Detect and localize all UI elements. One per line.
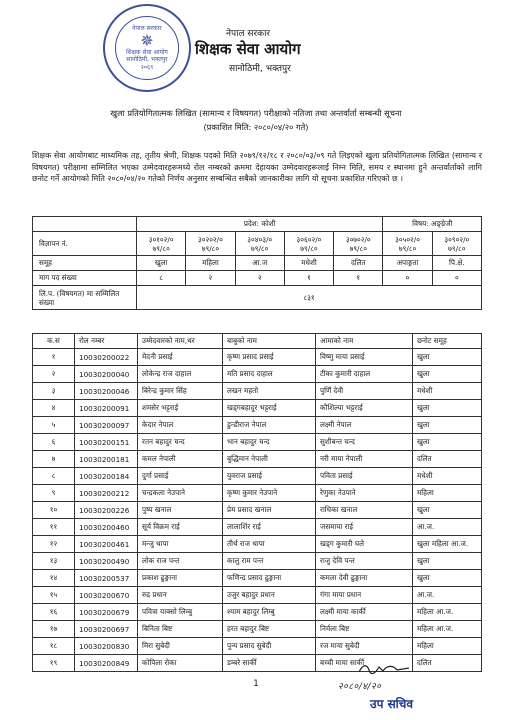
- cell-sn: १३: [33, 553, 75, 570]
- ad-number-cell: ३०६०२/० ७९/८०: [284, 232, 333, 256]
- cell-name: बिरेन्द्र कुमार सिंह: [138, 383, 223, 400]
- cell-father: फणिन्द्र प्रसाद ढुङ्गाना: [223, 570, 316, 587]
- cell-name: चन्द्रकला नेउपाने: [138, 485, 223, 502]
- cell-father: डम्बरे सार्की: [223, 655, 316, 672]
- cell-name: शमसेर भट्टराई: [138, 400, 223, 417]
- cell-group: महिला आ.ज.: [413, 604, 482, 621]
- cell-roll: 10030200151: [75, 434, 138, 451]
- col-header-group: छनोट समूह: [413, 334, 482, 349]
- ad-number-row: [33, 232, 482, 256]
- cell-name: रुद्र प्रधान: [138, 587, 223, 604]
- cell-sn: १४: [33, 570, 75, 587]
- cell-roll: 10030200697: [75, 621, 138, 638]
- attendees-row: [33, 286, 482, 310]
- cell-mother: राधिका खनाल: [316, 502, 413, 519]
- cell-mother: निर्मला बिष्ट: [316, 621, 413, 638]
- page-number: 1: [253, 679, 259, 689]
- seal-line-gov: नेपाल सरकार: [132, 25, 162, 32]
- header-place: सानोठिमी, भक्तपुर: [229, 64, 291, 74]
- attendees-label: लि.प. (विषयगत) मा सम्मिलित संख्या: [33, 286, 137, 310]
- cell-roll: 10030200830: [75, 638, 138, 655]
- ad-number-cell: ३०७०२/० ७९/८०: [334, 232, 383, 256]
- header-organization: शिक्षक सेवा आयोग: [195, 40, 301, 58]
- header-government: नेपाल सरकार: [226, 29, 271, 39]
- cell-mother: नरी माया नेपाली: [316, 451, 413, 468]
- ad-number-cell: ३०९०२/० ७९/८०: [432, 232, 481, 256]
- cell-group: खुला: [413, 502, 482, 519]
- cell-roll: 10030200849: [75, 655, 138, 672]
- cell-group: दलित: [413, 655, 482, 672]
- cell-group: खुला महिला आ.ज.: [413, 536, 482, 553]
- signature-date: २०८०/४/२०: [338, 682, 382, 692]
- cell-mother: राजु देवि पन्त: [316, 553, 413, 570]
- table-row: [33, 451, 482, 468]
- group-cell: दलित: [334, 256, 383, 271]
- cell-father: बुद्धिमान नेपाली: [223, 451, 316, 468]
- col-header-sn: क.स: [33, 334, 75, 349]
- signatory-title: उप सचिव: [370, 697, 414, 711]
- table-row: [33, 400, 482, 417]
- cell-name: कोपिला रोका: [138, 655, 223, 672]
- cell-name: लोक राज पन्त: [138, 553, 223, 570]
- cell-father: पुन्य प्रसाद सुबेदी: [223, 638, 316, 655]
- table-row: [33, 604, 482, 621]
- cell-mother: रेणुका नेउपाने: [316, 485, 413, 502]
- cell-father: युवराज प्रसाई: [223, 468, 316, 485]
- quota-header-row: [33, 217, 482, 232]
- cell-sn: ६: [33, 434, 75, 451]
- cell-mother: लक्ष्मी नेपाल: [316, 417, 413, 434]
- cell-name: मेदनी प्रसाई: [138, 349, 223, 366]
- cell-sn: १८: [33, 638, 75, 655]
- cell-group: खुला: [413, 570, 482, 587]
- table-row: [33, 553, 482, 570]
- cell-group: दलित: [413, 451, 482, 468]
- candidate-header-row: [33, 334, 482, 349]
- cell-mother: जसमाया राई: [316, 519, 413, 536]
- cell-roll: 10030200226: [75, 502, 138, 519]
- ad-number-cell: ३०१०२/० ७९/८०: [137, 232, 186, 256]
- cell-roll: 10030200679: [75, 604, 138, 621]
- cell-roll: 10030200022: [75, 349, 138, 366]
- table-row: [33, 485, 482, 502]
- col-header-name: उम्मेदवारको नाम,थर: [138, 334, 223, 349]
- table-row: [33, 587, 482, 604]
- cell-father: उजुर बहादुर प्रधान: [223, 587, 316, 604]
- cell-roll: 10030200091: [75, 400, 138, 417]
- cell-group: खुला: [413, 366, 482, 383]
- cell-mother: पुर्णि देवी: [316, 383, 413, 400]
- cell-mother: रज माया सुबेदी: [316, 638, 413, 655]
- seal-line-org: शिक्षक सेवा आयोग: [126, 48, 168, 56]
- cell-sn: ८: [33, 468, 75, 485]
- cell-sn: १०: [33, 502, 75, 519]
- seats-cell: २: [186, 271, 235, 286]
- seats-cell: १: [284, 271, 333, 286]
- cell-father: तीर्थ राज थापा: [223, 536, 316, 553]
- cell-roll: 10030200184: [75, 468, 138, 485]
- seats-cell: ०: [432, 271, 481, 286]
- group-cell: महिला: [186, 256, 235, 271]
- cell-sn: ९: [33, 485, 75, 502]
- seats-cell: २: [235, 271, 284, 286]
- attendees-value: ८३१: [137, 286, 482, 310]
- seats-row: [33, 271, 482, 286]
- seats-cell: १: [334, 271, 383, 286]
- cell-roll: 10030200460: [75, 519, 138, 536]
- cell-sn: १७: [33, 621, 75, 638]
- cell-name: रतन बहादुर चन्द: [138, 434, 223, 451]
- cell-roll: 10030200046: [75, 383, 138, 400]
- cell-father: कृष्ण प्रसाद प्रसाई: [223, 349, 316, 366]
- cell-father: कृष्ण कुमार नेउपाने: [223, 485, 316, 502]
- group-cell: आ.ज: [235, 256, 284, 271]
- cell-mother: सुशीबन्त चन्द: [316, 434, 413, 451]
- cell-group: खुला: [413, 553, 482, 570]
- cell-group: आ.ज.: [413, 587, 482, 604]
- cell-group: खुला: [413, 400, 482, 417]
- table-row: [33, 638, 482, 655]
- cell-group: खुला: [413, 349, 482, 366]
- cell-father: डुन्डीराज नेपाल: [223, 417, 316, 434]
- cell-father: श्याम बहादुर लिम्बु: [223, 604, 316, 621]
- group-row: [33, 256, 482, 271]
- cell-name: दुर्गा प्रसाई: [138, 468, 223, 485]
- cell-father: लखन महतो: [223, 383, 316, 400]
- cell-name: बिनिता बिष्ट: [138, 621, 223, 638]
- col-header-roll: रोल नम्बर: [75, 334, 138, 349]
- quota-table: [32, 216, 482, 310]
- cell-mother: कमला देवी ढुङ्गाना: [316, 570, 413, 587]
- cell-roll: 10030200461: [75, 536, 138, 553]
- cell-roll: 10030200097: [75, 417, 138, 434]
- seal-line-place: सानोठिमी, भक्तपुर: [126, 56, 168, 63]
- cell-sn: ३: [33, 383, 75, 400]
- cell-sn: १५: [33, 587, 75, 604]
- cell-group: महिला: [413, 485, 482, 502]
- province-label: प्रदेश: कोशी: [137, 217, 383, 232]
- quota-corner-cell: [33, 217, 137, 232]
- ad-number-label: विज्ञापन नं.: [33, 232, 137, 256]
- table-row: [33, 417, 482, 434]
- cell-roll: 10030200212: [75, 485, 138, 502]
- emblem-icon: ✵: [140, 30, 154, 50]
- cell-father: मति प्रसाद दाहाल: [223, 366, 316, 383]
- cell-mother: पविता प्रसाई: [316, 468, 413, 485]
- cell-roll: 10030200537: [75, 570, 138, 587]
- col-header-mother: आमाको नाम: [316, 334, 413, 349]
- cell-mother: बच्ची माया सार्की: [316, 655, 413, 672]
- cell-name: सूर्य विक्रम राई: [138, 519, 223, 536]
- group-cell: पि.क्षे.: [432, 256, 481, 271]
- candidate-table: [32, 333, 482, 672]
- group-cell: अपाङ्गता: [383, 256, 432, 271]
- cell-name: पवित्रा याक्सो लिम्बु: [138, 604, 223, 621]
- cell-sn: ७: [33, 451, 75, 468]
- cell-name: मिरा सुबेदी: [138, 638, 223, 655]
- cell-father: भान बहादुर चन्द: [223, 434, 316, 451]
- notice-date: (प्रकाशित मिति: २०८०/०४/२० गते): [203, 122, 309, 132]
- seats-cell: ८: [137, 271, 186, 286]
- table-row: [33, 621, 482, 638]
- cell-sn: १२: [33, 536, 75, 553]
- cell-group: महिला: [413, 638, 482, 655]
- notice-body: शिक्षक सेवा आयोगबाट माध्यमिक तह, तृतीय श्रेणी, शिक्षक पदको मिति २०७९/१२/१८ र २०८०/०३/०९ गते लिइएको खुला प्रतियोगितात्मक लिखित (सामान्य र विषयगत) परीक्षामा सम्मिलित भएका उम्मेदवारहरूमध्ये रोल नम्बरको क्रममा देहायका उम्मेदवारहरूलाई निम्न मिति, समय र स्थानमा हुने अन्तर्वार्ताको लागि छनोट गर्ने आयोगको मिति २०८०/०४/२० गतेको निर्णय अनुसार सम्बन्धित सबैको जानकारीका लागि यो सूचना प्रकाशित गरिएको छ ।: [32, 151, 482, 184]
- table-row: [33, 349, 482, 366]
- cell-sn: ४: [33, 400, 75, 417]
- cell-sn: ११: [33, 519, 75, 536]
- table-row: [33, 536, 482, 553]
- signature-mark: [357, 662, 411, 676]
- group-cell: खुला: [137, 256, 186, 271]
- group-label: समूह: [33, 256, 137, 271]
- group-cell: मधेशी: [284, 256, 333, 271]
- cell-mother: विष्णु माया प्रसाई: [316, 349, 413, 366]
- table-row: [33, 366, 482, 383]
- cell-father: कालु राम पन्त: [223, 553, 316, 570]
- cell-group: मधेशी: [413, 468, 482, 485]
- cell-roll: 10030200181: [75, 451, 138, 468]
- cell-sn: ५: [33, 417, 75, 434]
- cell-sn: १: [33, 349, 75, 366]
- cell-group: खुला: [413, 434, 482, 451]
- table-row: [33, 468, 482, 485]
- cell-father: प्रेम प्रसाद खनाल: [223, 502, 316, 519]
- subject-label: विषय: अङ्ग्रेजी: [383, 217, 482, 232]
- notice-title: खुला प्रतियोगितात्मक लिखित (सामान्य र विषयगत) परीक्षाको नतिजा तथा अन्तर्वार्ता सम्बन्धी सूचना: [110, 108, 402, 118]
- seats-label: माग पद संख्या: [33, 271, 137, 286]
- cell-mother: गंगा माया प्रधान: [316, 587, 413, 604]
- cell-mother: खड्ग कुमारी घले: [316, 536, 413, 553]
- cell-mother: कौशिल्या भट्टराई: [316, 400, 413, 417]
- table-row: [33, 383, 482, 400]
- col-header-father: बाबुको नाम: [223, 334, 316, 349]
- table-row: [33, 519, 482, 536]
- cell-sn: २: [33, 366, 75, 383]
- cell-father: हरत बहादुर बिष्ट: [223, 621, 316, 638]
- cell-mother: टीका कुमारी दाहाल: [316, 366, 413, 383]
- cell-name: लोकेन्द्र राज दाहाल: [138, 366, 223, 383]
- cell-sn: १६: [33, 604, 75, 621]
- ad-number-cell: ३०४०३/० ७९/८०: [235, 232, 284, 256]
- table-row: [33, 502, 482, 519]
- cell-group: मधेशी: [413, 383, 482, 400]
- cell-roll: 10030200490: [75, 553, 138, 570]
- cell-group: आ.ज.: [413, 519, 482, 536]
- cell-group: महिला आ.ज.: [413, 621, 482, 638]
- cell-group: खुला: [413, 417, 482, 434]
- table-row: [33, 655, 482, 672]
- seats-cell: ०: [383, 271, 432, 286]
- cell-sn: १९: [33, 655, 75, 672]
- cell-name: कमल नेपाली: [138, 451, 223, 468]
- seal-year: २०६९: [140, 63, 154, 71]
- cell-name: पुष्प खनाल: [138, 502, 223, 519]
- cell-mother: लक्ष्मी माया कार्की: [316, 604, 413, 621]
- cell-name: मन्जु थापा: [138, 536, 223, 553]
- cell-name: केदार नेपाल: [138, 417, 223, 434]
- ad-number-cell: ३०२०२/० ७९/८०: [186, 232, 235, 256]
- cell-father: खड्गबहादुर भट्टराई: [223, 400, 316, 417]
- cell-roll: 10030200040: [75, 366, 138, 383]
- table-row: [33, 434, 482, 451]
- cell-roll: 10030200670: [75, 587, 138, 604]
- cell-father: लालाशिंर राई: [223, 519, 316, 536]
- ad-number-cell: ३०५०२/० ७९/८०: [383, 232, 432, 256]
- candidate-rows: [33, 349, 482, 672]
- table-row: [33, 570, 482, 587]
- cell-name: प्रकाश ढुङ्गाना: [138, 570, 223, 587]
- seal-inner: [115, 16, 179, 80]
- commission-seal: [103, 4, 191, 92]
